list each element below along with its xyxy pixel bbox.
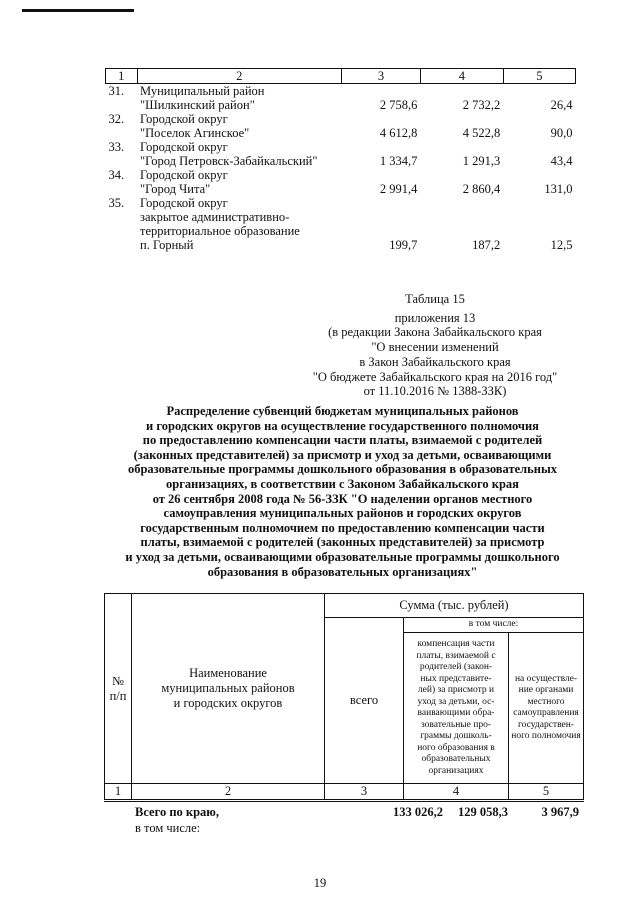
total-value: 133 026,2: [393, 805, 443, 819]
title-line: платы, взимаемой с родителей (законных представителей) за присмотр: [140, 535, 545, 550]
col-number: 5: [503, 69, 575, 84]
column-number-row: [106, 69, 576, 84]
row-compensation: 4 522,8: [462, 126, 501, 140]
header-line: п/п: [109, 688, 127, 703]
header-line: образовательных: [421, 754, 491, 764]
header-line: Наименование: [189, 666, 267, 680]
appendix-line: (в редакции Закона Забайкальского края: [328, 325, 542, 340]
appendix-line: приложения 13: [394, 310, 476, 325]
row-administration: 90,0: [550, 126, 573, 140]
title-line: и уход за детьми, осваивающими образовательные программы дошкольного: [125, 549, 560, 564]
col-header-in-that: в том числе:: [404, 618, 584, 633]
total-sub-label: в том числе:: [135, 821, 201, 835]
header-line: ваивающими обра-: [417, 708, 495, 718]
col-number: 4: [420, 69, 503, 84]
total-label: Всего по краю,: [135, 805, 219, 819]
header-line: местного: [527, 696, 565, 707]
col-number: 1: [105, 784, 132, 801]
col-number: 2: [132, 784, 325, 801]
row-number: 35.: [108, 196, 125, 210]
col-number: 5: [509, 784, 584, 801]
header-line: платы, взимаемой с: [416, 650, 496, 661]
header-line: муниципальных районов: [161, 681, 295, 695]
subvention-table: [104, 593, 584, 802]
row-administration: 12,5: [550, 238, 573, 252]
row-name: [137, 168, 341, 196]
row-name: [137, 112, 341, 140]
row-name-line: территориальное образование: [140, 224, 300, 238]
header-line: государствен-: [518, 719, 574, 730]
header-line: самоуправления: [513, 708, 579, 718]
appendix-line: в Закон Забайкальского края: [359, 354, 511, 369]
col-header-name: [132, 594, 325, 784]
row-name-line: Муниципальный район: [140, 84, 265, 98]
header-line: на осуществле-: [514, 673, 578, 684]
row-administration: 43,4: [550, 154, 573, 168]
row-number: 33.: [108, 140, 125, 154]
header-line: ного образования в: [417, 742, 495, 753]
row-compensation: 2 732,2: [462, 98, 501, 112]
row-name: [137, 140, 341, 168]
total-administration: 3 967,9: [541, 805, 579, 819]
col-header-total: всего: [325, 618, 404, 784]
appendix-line: "О внесении изменений: [371, 340, 499, 355]
header-line: родителей (закон-: [419, 662, 493, 672]
header-line: организациях: [428, 765, 484, 776]
row-total: 4 612,8: [379, 126, 418, 140]
table-row: [106, 196, 576, 252]
col-number: 2: [137, 69, 341, 84]
row-compensation: 2 860,4: [462, 182, 501, 196]
row-number: 34.: [108, 168, 125, 182]
row-name-line: закрытое административно-: [140, 210, 290, 224]
appendix-line: "О бюджете Забайкальского края на 2016 год": [312, 369, 558, 384]
title-line: по предоставлению компенсации части платы, взимаемой с родителей: [142, 433, 543, 448]
table-row: [106, 140, 576, 168]
row-compensation: 1 291,3: [462, 154, 501, 168]
header-line: ние органами: [518, 685, 574, 695]
title-line: и городских округов на осуществление государственного полномочия: [146, 418, 539, 433]
table-row: [106, 168, 576, 196]
row-name: [137, 84, 341, 113]
col-number: 1: [106, 69, 138, 84]
row-name-line: "Шилкинский район": [140, 98, 255, 112]
appendix-line: от 11.10.2016 № 1388-ЗЗК): [363, 384, 507, 399]
title-line: государственным полномочием по предоставлению компенсации части: [140, 520, 545, 535]
col-header-sum: Сумма (тыс. рублей): [325, 594, 584, 618]
title-line: образовательные программы дошкольного образования в образовательных: [127, 462, 558, 477]
row-administration: 131,0: [544, 182, 573, 196]
continuation-table: [105, 68, 576, 252]
appendix-line: Таблица 15: [405, 292, 465, 306]
row-number: 31.: [108, 84, 125, 98]
title-line: (законных представителей) за присмотр и уход за детьми, осваивающими: [133, 447, 552, 462]
row-number: 32.: [108, 112, 125, 126]
title-line: Распределение субвенций бюджетам муниципальных районов: [166, 404, 519, 418]
col-header-compensation: [404, 633, 509, 784]
row-name-line: Городской округ: [140, 112, 228, 126]
page-number: 19: [313, 876, 327, 890]
header-line: граммы дошколь-: [420, 731, 492, 741]
col-header-administration: [509, 633, 584, 784]
row-compensation: 187,2: [472, 238, 501, 252]
row-total: 1 334,7: [379, 154, 418, 168]
appendix-reference: [280, 292, 590, 399]
row-administration: 26,4: [550, 98, 573, 112]
col-number: 3: [325, 784, 404, 801]
row-name-line: "Город Петровск-Забайкальский": [140, 154, 318, 168]
col-header-number: [105, 594, 132, 784]
row-name-line: п. Горный: [140, 238, 194, 252]
title-line: от 26 сентября 2008 года № 56-ЗЗК "О наделении органов местного: [152, 491, 533, 506]
header-line: ных представите-: [420, 673, 492, 684]
row-name-line: Городской округ: [140, 196, 228, 210]
header-line: компенсация части: [417, 639, 495, 649]
col-number: 4: [404, 784, 509, 801]
row-total: 2 758,6: [379, 98, 418, 112]
table-row: [106, 112, 576, 140]
row-name-line: Городской округ: [140, 168, 228, 182]
title-line: образования в образовательных организациях": [207, 564, 478, 579]
header-line: ного полномочия: [511, 731, 581, 741]
row-name-line: Городской округ: [140, 140, 228, 154]
row-name-line: "Город Чита": [140, 182, 211, 196]
title-line: организациях, в соответствии с Законом Забайкальского края: [166, 476, 519, 491]
row-total: 199,7: [389, 238, 418, 252]
table-row: [106, 84, 576, 113]
header-line: уход за детьми, ос-: [417, 696, 495, 707]
header-line: лей) за присмотр и: [417, 685, 495, 695]
header-line: зовательные про-: [420, 719, 492, 730]
header-line: и городских округов: [173, 696, 283, 710]
header-rule: [22, 9, 134, 12]
row-name-line: "Поселок Агинское": [140, 126, 250, 140]
header-line: №: [112, 673, 124, 688]
row-name: [137, 196, 341, 252]
row-total: 2 991,4: [379, 182, 418, 196]
col-number: 3: [341, 69, 420, 84]
title-line: самоуправления муниципальных районов и городских округов: [163, 506, 522, 521]
document-title: [100, 404, 585, 579]
column-number-row: [105, 784, 584, 801]
total-compensation: 129 058,3: [458, 805, 508, 819]
